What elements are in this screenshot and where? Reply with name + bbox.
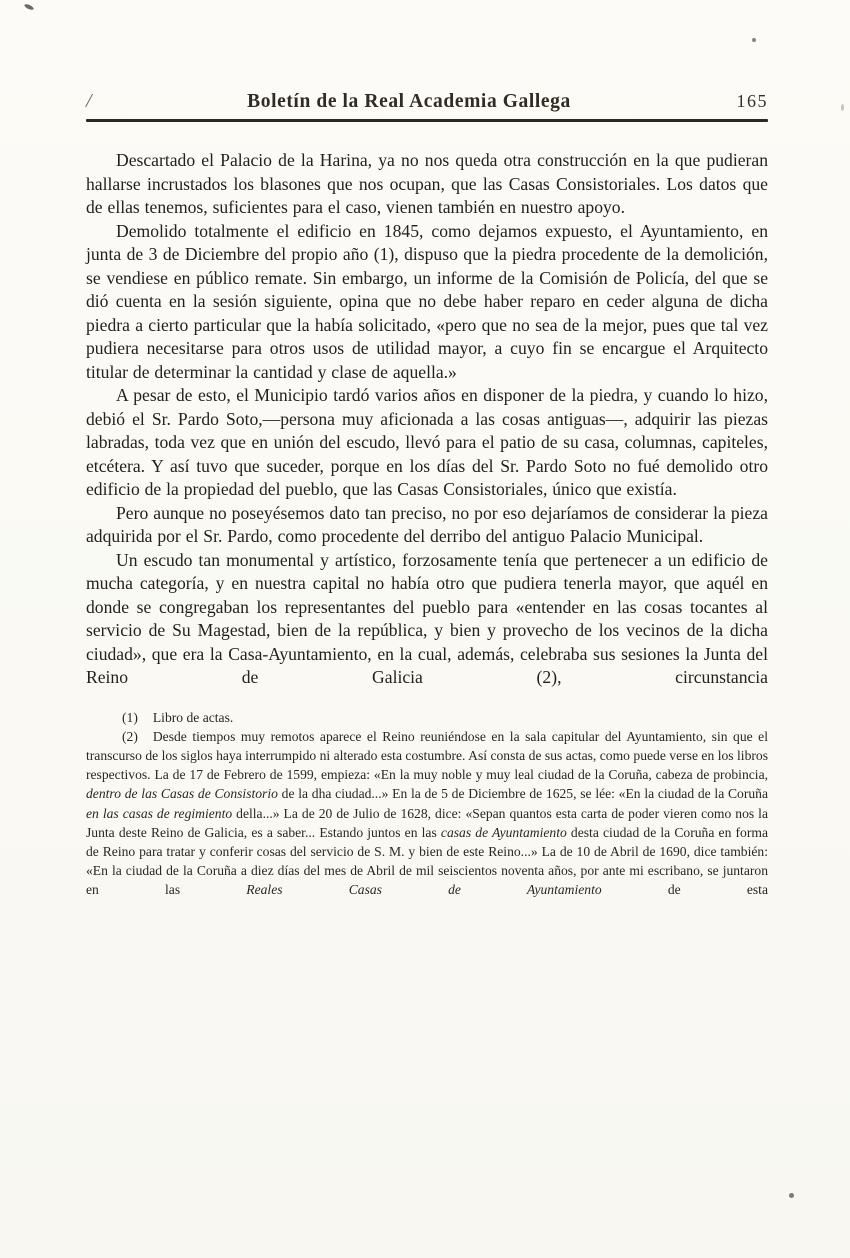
footnote-2 <box>86 727 768 900</box>
footnotes-section <box>86 708 768 900</box>
journal-title: Boletín de la Real Academia Gallega <box>247 91 571 112</box>
page-number: 165 <box>736 91 768 111</box>
paragraph-5: Un escudo tan monumental y artístico, forzosamente tenía que pertenecer a un edificio de mucha categoría, y en nuestra capital no había otro que pudiera tenerla mayor, que aquél en donde se congregaban los representantes del pueblo para «entender en las cosas tocantes al servicio de Su Magestad, bien de la república, y bien y provecho de los vecinos de la dicha ciudad», que era la Casa-Ayuntamiento, en la cual, además, celebraba sus sesiones la Junta del Reino de Galicia (2), circunstancia <box>86 549 768 687</box>
page-content <box>86 90 768 900</box>
paragraph-1: Descartado el Palacio de la Harina, ya no nos queda otra construcción en la que pudieran hallarse incrustados los blasones que nos ocupan, que las Casas Consistoriales. Los datos que de ellas tenemos, suficientes para el caso, vienen también en nuestro apoyo. <box>86 150 768 217</box>
header-rule <box>86 119 768 122</box>
footnote-1-text: Libro de actas. <box>152 709 234 725</box>
footnote-2-segment: Desde tiempos muy remotos aparece el Reino reuniéndose en la sala capitular del Ayuntamiento, sin que el transcurso de los siglos haya interrumpido ni alterado esta costumbre. Así consta de sus actas, como puede verse en los libros respectivos. La de 17 de Febrero de 1599, empieza: «En la muy noble y muy leal ciudad de la Coruña, cabeza de probincia, <box>86 728 768 783</box>
handwritten-mark: / <box>86 90 92 112</box>
page-header <box>86 90 768 113</box>
paragraph-2: Demolido totalmente el edificio en 1845, como dejamos expuesto, el Ayuntamiento, en junta de 3 de Diciembre del propio año (1), dispuso que la piedra procedente de la demolición, se vendiese en público remate. Sin embargo, un informe de la Comisión de Policía, del que se dió cuenta en la sesión siguiente, opina que no debe haber reparo en ceder alguna de dicha piedra a cierto particular que la había solicitado, «pero que no sea de la mejor, pues que tal vez pudiera necesitarse para otros usos de utilidad mayor, a cuyo fin se encargue el Arquitecto titular de determinar la cantidad y clase de aquella.» <box>86 220 768 382</box>
footnote-2-segment: de la dha ciudad...» En la de 5 de Diciembre de 1625, se lée: «En la ciudad de la Coruña <box>277 786 768 802</box>
footnote-2-segment: de esta <box>601 882 768 898</box>
footnote-2-marker: (2) <box>122 728 138 744</box>
footnote-2-segment: desta ciudad de la Coruña en forma de Reino para tratar y conferir cosas del servicio de S. M. y bien de este Reino...» La de 10 de Abril de 1690, dice también: «En la ciudad de la Coruña a diez días del mes de Abril de mil seiscientos noventa años, por ante mi escribano, se juntaron en las <box>86 824 768 898</box>
paragraph-3: A pesar de esto, el Municipio tardó varios años en disponer de la piedra, y cuando lo hizo, debió el Sr. Pardo Soto,—persona muy aficionada a las cosas antiguas—, adquirir las piezas labradas, toda vez que en unión del escudo, llevó para el patio de su casa, columnas, capiteles, etcétera. Y así tuvo que suceder, porque en los días del Sr. Pardo Soto no fué demolido otro edificio de la propiedad del pueblo, que las Casas Consistoriales, único que existía. <box>86 385 768 499</box>
body-text <box>86 149 768 690</box>
footnote-2-segment: della...» La de 20 de Julio de 1628, dice: «Sepan quantos esta carta de poder vieren como nos la Junta deste Reino de Galicia, es a saber... Estando juntos en las <box>86 805 768 840</box>
scan-speck <box>841 104 844 111</box>
scan-speck <box>24 3 35 11</box>
footnote-1 <box>86 708 768 727</box>
scan-speck <box>789 1193 794 1198</box>
footnote-2-segment-italic: casas de Ayuntamiento <box>440 824 567 840</box>
footnote-2-segment-italic: Reales Casas de Ayuntamiento <box>246 882 602 898</box>
footnote-1-marker: (1) <box>122 709 138 725</box>
paragraph-4: Pero aunque no poseyésemos dato tan preciso, no por eso dejaríamos de considerar la pieza adquirida por el Sr. Pardo, como procedente del derribo del antiguo Palacio Municipal. <box>86 502 768 546</box>
footnote-2-segment-italic: en las casas de regimiento <box>86 805 233 821</box>
scan-speck <box>752 38 756 42</box>
footnote-2-segment-italic: dentro de las Casas de Consistorio <box>86 786 278 802</box>
